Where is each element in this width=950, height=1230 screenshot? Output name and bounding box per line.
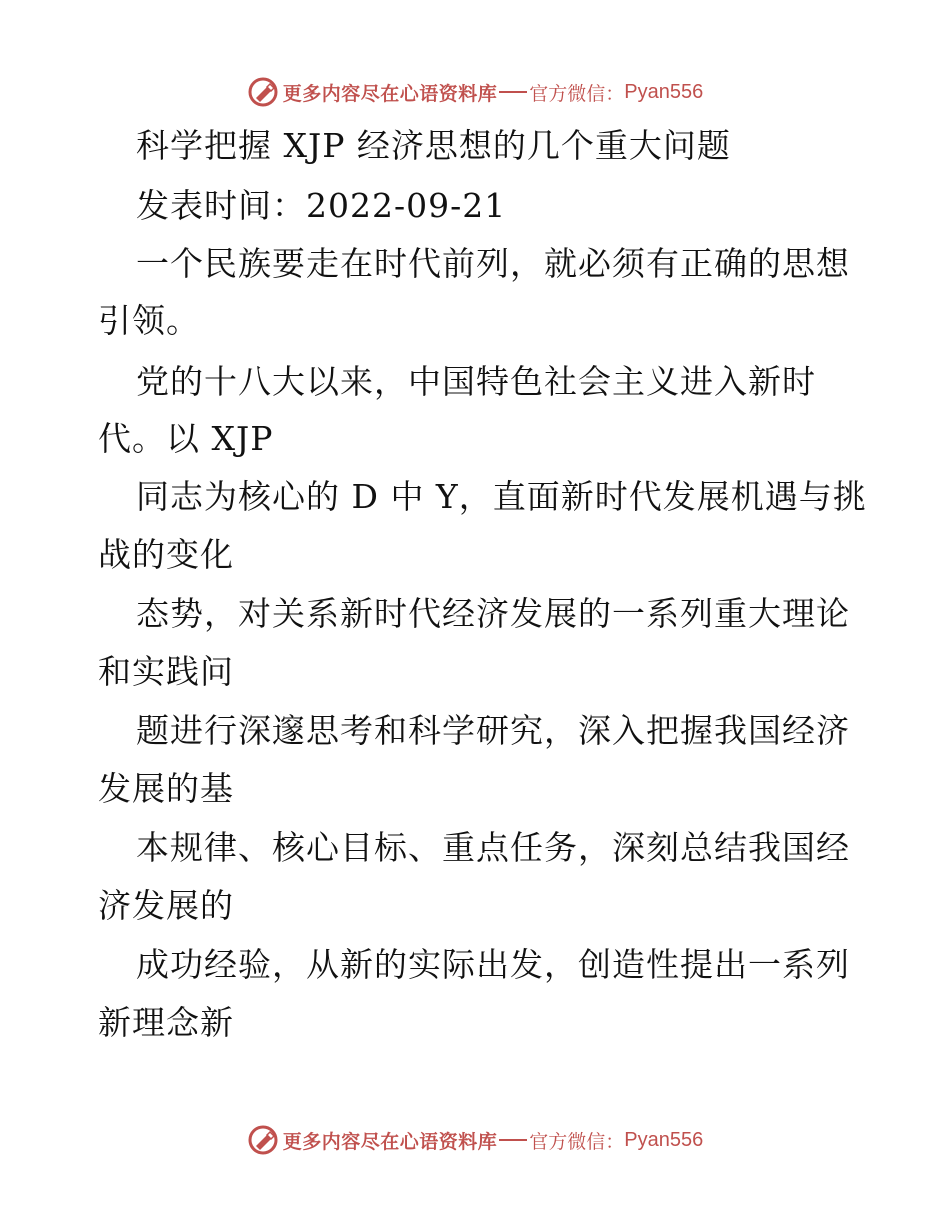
paragraph-line: 同志为核心的 D 中 Y，直面新时代发展机遇与挑	[136, 477, 867, 516]
banner-wechat-label: 官方微信：	[529, 82, 625, 105]
paragraph-line: 和实践问	[98, 652, 234, 691]
paragraph-line: 引领。	[98, 301, 200, 340]
paragraph-line: 发展的基	[98, 769, 234, 808]
paragraph-line: 济发展的	[98, 886, 234, 925]
banner-wechat-id: Pyan556	[624, 80, 704, 103]
pen-nib-logo-icon	[247, 1124, 279, 1156]
paragraph-line: 党的十八大以来，中国特色社会主义进入新时	[136, 362, 816, 401]
paragraph-line: 一个民族要走在时代前列，就必须有正确的思想	[136, 244, 850, 283]
banner-brand-text: 更多内容尽在心语资料库	[282, 1130, 498, 1153]
paragraph-line: 本规律、核心目标、重点任务，深刻总结我国经	[136, 828, 850, 867]
banner-dash	[499, 1139, 527, 1141]
paragraph-line: 新理念新	[98, 1003, 234, 1042]
paragraph-line: 成功经验，从新的实际出发，创造性提出一系列	[136, 945, 850, 984]
paragraph-line: 态势，对关系新时代经济发展的一系列重大理论	[136, 594, 850, 633]
publish-date: 发表时间：2022-09-21	[136, 186, 507, 225]
paragraph-line: 代。以 XJP	[98, 419, 274, 458]
banner-wechat-label: 官方微信：	[529, 1130, 625, 1153]
paragraph-line: 战的变化	[98, 535, 234, 574]
footer-banner	[0, 1120, 950, 1160]
banner-brand-text: 更多内容尽在心语资料库	[282, 82, 498, 105]
banner-wechat-id: Pyan556	[624, 1128, 704, 1151]
paragraph-line: 题进行深邃思考和科学研究，深入把握我国经济	[136, 711, 850, 750]
document-title: 科学把握 XJP 经济思想的几个重大问题	[136, 126, 731, 165]
